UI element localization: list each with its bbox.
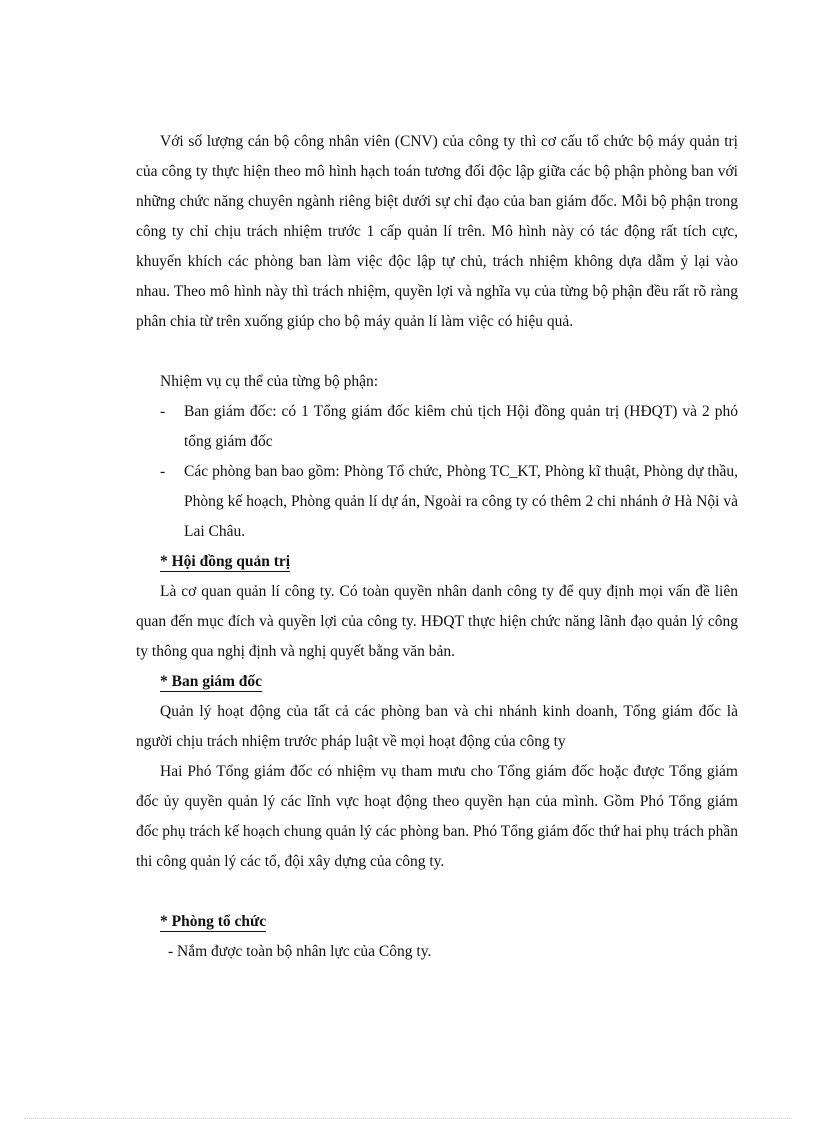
directors-paragraph-1: Quản lý hoạt động của tất cả các phòng ban và chi nhánh kinh doanh, Tổng giám đốc là người chịu trách nhiệm trước pháp luật về mọi hoạt động của công ty [136,703,738,750]
organization-list-item: - Nắm được toàn bộ nhân lực của Công ty. [168,943,432,960]
list-item [160,457,738,547]
list-item [160,397,738,457]
list-item-text: Các phòng ban bao gồm: Phòng Tổ chức, Phòng TC_KT, Phòng kĩ thuật, Phòng dự thầu, Phòng kế hoạch, Phòng quản lí dự án, Ngoài ra công ty có thêm 2 chi nhánh ở Hà Nội và Lai Châu. [184,463,738,540]
section-heading-board: * Hội đồng quản trị [160,553,291,570]
section-heading-organization: * Phòng tổ chức [160,913,267,930]
bullet-dash: - [160,403,166,420]
section-heading-directors: * Ban giám đốc [160,673,263,690]
bullet-dash: - [160,463,166,480]
page-bottom-divider [24,1118,792,1119]
board-paragraph: Là cơ quan quản lí công ty. Có toàn quyền nhân danh công ty để quy định mọi vấn đề liên quan đến mục đích và quyền lợi của công ty. HĐQT thực hiện chức năng lãnh đạo quản lý công ty thông qua nghị định và nghị quyết bằng văn bản. [136,583,738,660]
tasks-intro-paragraph: Nhiệm vụ cụ thể của từng bộ phận: [160,373,379,390]
intro-paragraph: Với số lượng cán bộ công nhân viên (CNV) của công ty thì cơ cấu tổ chức bộ máy quản trị của công ty thực hiện theo mô hình hạch toán tương đối độc lập giữa các bộ phận phòng ban với những chức năng chuyên ngành riêng biệt dưới sự chỉ đạo của ban giám đốc. Mỗi bộ phận trong công ty chỉ chịu trách nhiệm trước 1 cấp quản lí trên. Mô hình này có tác động rất tích cực, khuyến khích các phòng ban làm việc độc lập tự chủ, trách nhiệm không dựa dẫm ỷ lại vào nhau. Theo mô hình này thì trách nhiệm, quyền lợi và nghĩa vụ của từng bộ phận đều rất rõ ràng phân chia từ trên xuống giúp cho bộ máy quản lí làm việc có hiệu quả. [136,133,738,330]
directors-paragraph-2: Hai Phó Tổng giám đốc có nhiệm vụ tham mưu cho Tổng giám đốc hoặc được Tổng giám đốc ủy quyền quản lý các lĩnh vực hoạt động theo quyền hạn của mình. Gồm Phó Tổng giám đốc phụ trách kế hoạch chung quản lý các phòng ban. Phó Tổng giám đốc thứ hai phụ trách phần thi công quản lý các tổ, đội xây dựng của công ty. [136,763,738,870]
list-item-text: Ban giám đốc: có 1 Tổng giám đốc kiêm chủ tịch Hội đồng quản trị (HĐQT) và 2 phó tổng giám đốc [184,403,738,450]
